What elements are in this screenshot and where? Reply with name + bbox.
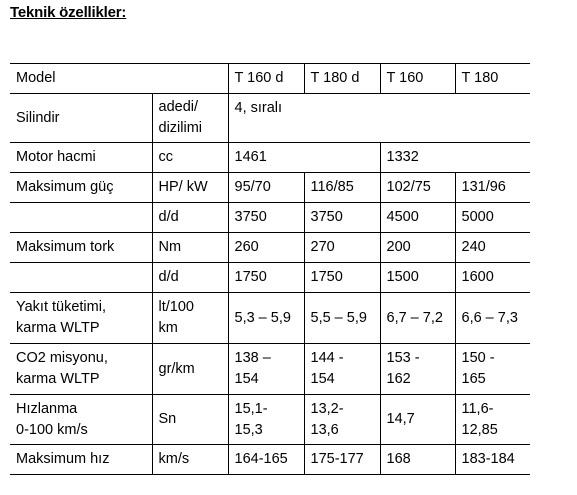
header-row <box>10 64 530 94</box>
row-motor-hacmi <box>10 143 530 173</box>
value-yakit-t180d: 5,5 – 5,9 <box>304 293 380 344</box>
row-hizlanma <box>10 395 530 445</box>
value-guc-devir-t180: 5000 <box>455 203 530 233</box>
unit-silindir-line1: adedi/ <box>158 99 199 115</box>
value-maks-hiz-t160: 168 <box>380 445 455 475</box>
value-co2-t160-line2: 162 <box>386 371 411 387</box>
unit-yakit <box>152 293 228 344</box>
value-yakit-t160d: 5,3 – 5,9 <box>228 293 304 344</box>
value-guc-devir-t160d: 3750 <box>228 203 304 233</box>
label-hizlanma-line1: Hızlanma <box>16 400 78 417</box>
label-yakit-line2: karma WLTP <box>16 320 100 336</box>
row-maks-guc <box>10 173 530 203</box>
value-maks-guc-t160d: 95/70 <box>228 173 304 203</box>
row-guc-devir <box>10 203 530 233</box>
value-co2-t180-line1: 150 - <box>461 350 495 366</box>
value-tork-devir-t180d: 1750 <box>304 263 380 293</box>
label-maks-guc: Maksimum güç <box>10 173 152 203</box>
value-hizlanma-t180 <box>455 395 530 445</box>
header-t180: T 180 <box>455 64 530 94</box>
unit-yakit-line2: km <box>158 320 178 336</box>
value-maks-guc-t160: 102/75 <box>380 173 455 203</box>
value-hizlanma-t160: 14,7 <box>380 395 455 445</box>
value-hizlanma-t180-line1: 11,6- <box>461 400 494 417</box>
value-maks-tork-t160d: 260 <box>228 233 304 263</box>
unit-silindir-line2: dizilimi <box>158 120 202 136</box>
unit-maks-guc: HP/ kW <box>152 173 228 203</box>
value-co2-t180d-line1: 144 - <box>310 350 344 366</box>
row-tork-devir <box>10 263 530 293</box>
label-co2-line2: karma WLTP <box>16 371 100 387</box>
label-maks-hiz: Maksimum hız <box>10 445 152 475</box>
header-model: Model <box>10 64 228 94</box>
unit-maks-hiz: km/s <box>152 445 228 475</box>
value-guc-devir-t180d: 3750 <box>304 203 380 233</box>
value-hizlanma-t180d <box>304 395 380 445</box>
value-co2-t180d-line2: 154 <box>310 371 335 387</box>
row-co2 <box>10 344 530 395</box>
value-hizlanma-t180-line2: 12,85 <box>461 421 498 438</box>
unit-hizlanma: Sn <box>152 395 228 445</box>
label-hizlanma-line2: 0-100 km/s <box>16 421 88 438</box>
value-hizlanma-t160d <box>228 395 304 445</box>
value-tork-devir-t160d: 1750 <box>228 263 304 293</box>
value-motor-hacmi-diesel: 1461 <box>228 143 380 173</box>
value-hizlanma-t160d-line2: 15,3 <box>234 421 263 438</box>
label-silindir: Silindir <box>10 94 152 143</box>
value-maks-guc-t180: 131/96 <box>455 173 530 203</box>
row-yakit <box>10 293 530 344</box>
value-maks-hiz-t160d: 164-165 <box>228 445 304 475</box>
unit-yakit-line1: lt/100 <box>158 299 194 315</box>
value-maks-tork-t180: 240 <box>455 233 530 263</box>
specs-table <box>10 63 530 475</box>
value-co2-t180d <box>304 344 380 395</box>
value-tork-devir-t160: 1500 <box>380 263 455 293</box>
unit-guc-devir: d/d <box>152 203 228 233</box>
unit-tork-devir: d/d <box>152 263 228 293</box>
unit-motor-hacmi: cc <box>152 143 228 173</box>
row-maks-hiz <box>10 445 530 475</box>
value-hizlanma-t180d-line1: 13,2- <box>310 400 344 417</box>
label-maks-tork: Maksimum tork <box>10 233 152 263</box>
row-maks-tork <box>10 233 530 263</box>
unit-maks-tork: Nm <box>152 233 228 263</box>
value-co2-t160d-line2: 154 <box>234 371 259 387</box>
value-silindir: 4, sıralı <box>228 94 530 143</box>
label-tork-devir <box>10 263 152 293</box>
label-guc-devir <box>10 203 152 233</box>
value-co2-t180 <box>455 344 530 395</box>
value-tork-devir-t180: 1600 <box>455 263 530 293</box>
label-hizlanma <box>10 395 152 445</box>
value-hizlanma-t160d-line1: 15,1- <box>234 400 268 417</box>
value-maks-hiz-t180: 183-184 <box>455 445 530 475</box>
value-co2-t160 <box>380 344 455 395</box>
label-yakit-line1: Yakıt tüketimi, <box>16 299 106 315</box>
label-yakit <box>10 293 152 344</box>
value-maks-hiz-t180d: 175-177 <box>304 445 380 475</box>
value-maks-tork-t160: 200 <box>380 233 455 263</box>
value-guc-devir-t160: 4500 <box>380 203 455 233</box>
value-co2-t180-line2: 165 <box>461 371 486 387</box>
value-hizlanma-t180d-line2: 13,6 <box>310 421 339 438</box>
label-co2-line1: CO2 misyonu, <box>16 350 108 366</box>
value-co2-t160d-line1: 138 – <box>234 350 271 366</box>
header-t160: T 160 <box>380 64 455 94</box>
label-co2 <box>10 344 152 395</box>
header-t180d: T 180 d <box>304 64 380 94</box>
row-silindir <box>10 94 530 143</box>
unit-co2: gr/km <box>152 344 228 395</box>
unit-silindir <box>152 94 228 143</box>
value-co2-t160-line1: 153 - <box>386 350 420 366</box>
value-yakit-t180: 6,6 – 7,3 <box>455 293 530 344</box>
value-maks-tork-t180d: 270 <box>304 233 380 263</box>
value-maks-guc-t180d: 116/85 <box>304 173 380 203</box>
label-motor-hacmi: Motor hacmi <box>10 143 152 173</box>
page-heading: Teknik özellikler: <box>10 4 127 21</box>
value-yakit-t160: 6,7 – 7,2 <box>380 293 455 344</box>
value-co2-t160d <box>228 344 304 395</box>
header-t160d: T 160 d <box>228 64 304 94</box>
value-motor-hacmi-petrol: 1332 <box>380 143 530 173</box>
